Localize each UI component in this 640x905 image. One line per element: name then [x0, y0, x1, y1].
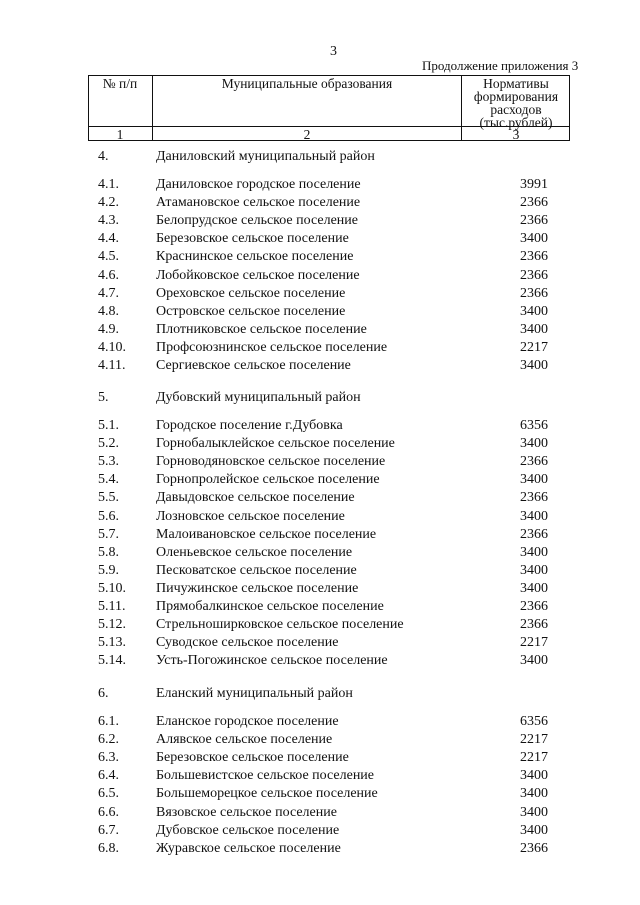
row-value: 3400 — [520, 303, 548, 319]
row-value: 2366 — [520, 285, 548, 301]
header-col-name: Муниципальные образования — [221, 76, 393, 91]
section-number: 4. — [98, 149, 109, 164]
row-number: 5.8. — [98, 544, 119, 560]
section-header — [0, 685, 640, 703]
row-name: Ореховское сельское поселение — [156, 285, 346, 301]
row-value: 3400 — [520, 653, 548, 669]
table-row — [0, 303, 640, 321]
row-value: 6356 — [520, 714, 548, 729]
row-number: 5.10. — [98, 580, 126, 596]
row-value: 2366 — [520, 840, 548, 856]
row-number: 5.1. — [98, 418, 119, 433]
row-value: 2366 — [520, 213, 548, 229]
table-row — [0, 339, 640, 357]
row-value: 3400 — [520, 544, 548, 560]
row-number: 4.10. — [98, 339, 126, 355]
row-value: 3400 — [520, 562, 548, 578]
table-row — [0, 248, 640, 266]
row-name: Суводское сельское поселение — [156, 635, 339, 651]
page-number: 3 — [330, 44, 337, 59]
table-row — [0, 616, 640, 634]
row-number: 4.11. — [98, 358, 126, 373]
row-value: 2366 — [520, 195, 548, 211]
row-name: Лобойковское сельское поселение — [156, 267, 360, 283]
row-name: Давыдовское сельское поселение — [156, 490, 355, 506]
section-title: Дубовский муниципальный район — [156, 390, 361, 405]
row-name: Сергиевское сельское поселение — [156, 358, 351, 373]
row-value: 2366 — [520, 526, 548, 542]
table-header — [88, 75, 570, 141]
row-number: 4.8. — [98, 303, 119, 319]
table-row — [0, 634, 640, 652]
row-name: Дубовское сельское поселение — [156, 822, 340, 838]
row-name: Березовское сельское поселение — [156, 231, 349, 247]
row-number: 5.5. — [98, 490, 119, 506]
row-name: Горноводяновское сельское поселение — [156, 454, 386, 470]
row-number: 6.1. — [98, 714, 119, 729]
row-number: 5.13. — [98, 635, 126, 651]
row-number: 4.5. — [98, 249, 119, 265]
row-value: 2366 — [520, 617, 548, 633]
row-number: 5.6. — [98, 508, 119, 524]
row-name: Журавское сельское поселение — [156, 840, 341, 856]
table-row — [0, 804, 640, 822]
row-value: 2217 — [520, 635, 548, 651]
row-name: Вязовское сельское поселение — [156, 804, 337, 820]
row-number: 5.9. — [98, 562, 119, 578]
row-name: Профсоюзнинское сельское поселение — [156, 339, 388, 355]
row-name: Городское поселение г.Дубовка — [156, 418, 343, 433]
table-row — [0, 822, 640, 840]
row-value: 3400 — [520, 768, 548, 784]
table-row — [0, 489, 640, 507]
table-row — [0, 785, 640, 803]
table-row — [0, 471, 640, 489]
row-name: Белопрудское сельское поселение — [156, 213, 358, 229]
row-name: Прямобалкинское сельское поселение — [156, 599, 384, 614]
row-name: Оленьевское сельское поселение — [156, 544, 353, 560]
table-row — [0, 212, 640, 230]
section-number: 6. — [98, 686, 109, 701]
header-num-2: 2 — [303, 127, 311, 142]
row-number: 6.4. — [98, 768, 119, 784]
section-number: 5. — [98, 390, 109, 405]
row-value: 3400 — [520, 321, 548, 337]
table-row — [0, 417, 640, 435]
row-number: 4.2. — [98, 195, 119, 211]
row-value: 2366 — [520, 490, 548, 506]
row-value: 2217 — [520, 750, 548, 766]
row-name: Песковатское сельское поселение — [156, 562, 357, 578]
row-name: Березовское сельское поселение — [156, 750, 349, 766]
header-col-norm: Нормативы формирования расходов (тыс.рублей) — [473, 76, 559, 130]
row-number: 4.4. — [98, 231, 119, 247]
header-num-1: 1 — [116, 127, 124, 142]
table-row — [0, 285, 640, 303]
table-row — [0, 562, 640, 580]
row-value: 2217 — [520, 732, 548, 748]
row-value: 3400 — [520, 358, 548, 373]
header-col-no: № п/п — [102, 76, 138, 91]
row-name: Краснинское сельское поселение — [156, 249, 354, 265]
row-value: 3400 — [520, 472, 548, 488]
row-name: Атамановское сельское поселение — [156, 195, 361, 211]
row-number: 6.5. — [98, 786, 119, 802]
row-name: Усть-Погожинское сельское поселение — [156, 653, 388, 669]
table-row — [0, 713, 640, 731]
row-number: 4.9. — [98, 321, 119, 337]
table-row — [0, 749, 640, 767]
table-row — [0, 767, 640, 785]
row-number: 6.6. — [98, 804, 119, 820]
row-number: 6.7. — [98, 822, 119, 838]
row-value: 3400 — [520, 436, 548, 452]
table-row — [0, 526, 640, 544]
row-value: 6356 — [520, 418, 548, 433]
table-row — [0, 435, 640, 453]
row-value: 3400 — [520, 786, 548, 802]
row-number: 5.14. — [98, 653, 126, 669]
table-row — [0, 267, 640, 285]
table-row — [0, 176, 640, 194]
table-row — [0, 544, 640, 562]
row-number: 5.7. — [98, 526, 119, 542]
row-value: 3400 — [520, 804, 548, 820]
row-value: 2366 — [520, 454, 548, 470]
table-row — [0, 652, 640, 670]
row-name: Плотниковское сельское поселение — [156, 321, 367, 337]
table-row — [0, 194, 640, 212]
row-name: Горнобалыклейское сельское поселение — [156, 436, 395, 452]
row-value: 3400 — [520, 231, 548, 247]
row-name: Большевистское сельское поселение — [156, 768, 375, 784]
row-value: 3991 — [520, 177, 548, 192]
row-name: Большеморецкое сельское поселение — [156, 786, 378, 802]
row-value: 3400 — [520, 822, 548, 838]
row-name: Островское сельское поселение — [156, 303, 346, 319]
row-name: Еланское городское поселение — [156, 714, 339, 729]
row-value: 3400 — [520, 580, 548, 596]
row-value: 2366 — [520, 599, 548, 614]
row-number: 6.8. — [98, 840, 119, 856]
table-row — [0, 453, 640, 471]
table-row — [0, 840, 640, 858]
row-value: 2366 — [520, 249, 548, 265]
row-number: 4.6. — [98, 267, 119, 283]
section-header — [0, 389, 640, 407]
row-name: Малоивановское сельское поселение — [156, 526, 377, 542]
row-number: 5.12. — [98, 617, 126, 633]
section-title: Еланский муниципальный район — [156, 686, 353, 701]
continuation-note: Продолжение приложения 3 — [422, 58, 579, 73]
row-number: 5.11. — [98, 599, 126, 614]
row-number: 5.2. — [98, 436, 119, 452]
section-header — [0, 148, 640, 166]
row-name: Алявское сельское поселение — [156, 732, 333, 748]
table-row — [0, 357, 640, 375]
row-name: Лозновское сельское поселение — [156, 508, 345, 524]
row-value: 2366 — [520, 267, 548, 283]
table-row — [0, 731, 640, 749]
table-row — [0, 230, 640, 248]
row-number: 6.3. — [98, 750, 119, 766]
table-row — [0, 598, 640, 616]
row-value: 2217 — [520, 339, 548, 355]
row-name: Стрельноширковское сельское поселение — [156, 617, 404, 633]
row-number: 4.7. — [98, 285, 119, 301]
row-number: 6.2. — [98, 732, 119, 748]
table-row — [0, 580, 640, 598]
table-row — [0, 321, 640, 339]
row-number: 4.3. — [98, 213, 119, 229]
section-title: Даниловский муниципальный район — [156, 149, 375, 164]
row-number: 5.3. — [98, 454, 119, 470]
row-number: 4.1. — [98, 177, 119, 192]
row-number: 5.4. — [98, 472, 119, 488]
table-row — [0, 508, 640, 526]
header-num-3: 3 — [512, 127, 520, 142]
row-name: Горнопролейское сельское поселение — [156, 472, 380, 488]
row-name: Даниловское городское поселение — [156, 177, 361, 192]
row-value: 3400 — [520, 508, 548, 524]
row-name: Пичужинское сельское поселение — [156, 580, 359, 596]
